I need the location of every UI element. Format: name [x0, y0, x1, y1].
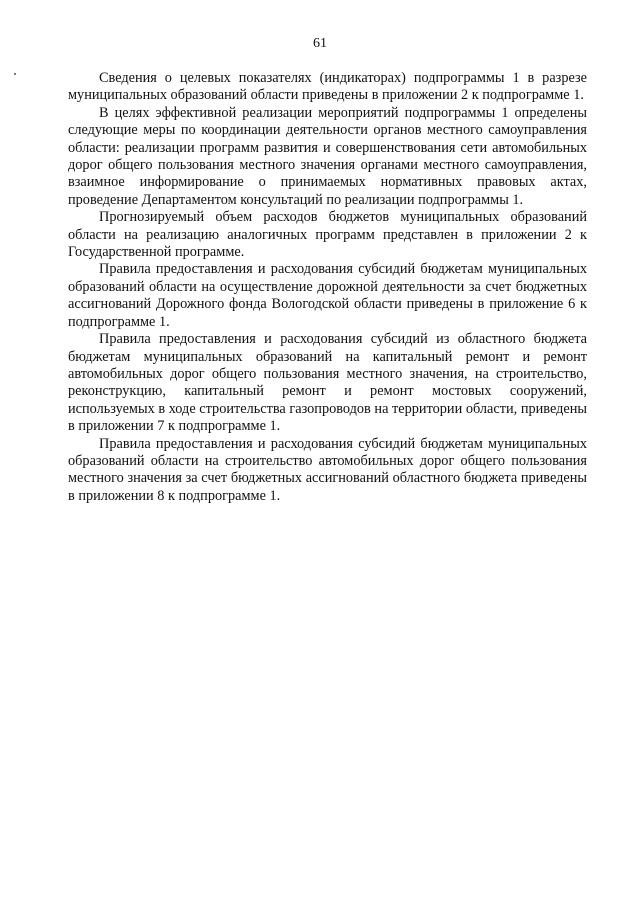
- paragraph-subsidy-rules-road-activity: Правила предоставления и расходования субсидий бюджетам муниципальных образований области на осуществление дорожной деятельности за счет бюджетных ассигнований Дорожного фонда Вологодской области приведены в приложение 6 к подпрограмме 1.: [68, 261, 587, 330]
- paragraph-subsidy-rules-construction: Правила предоставления и расходования субсидий бюджетам муниципальных образований области на строительство автомобильных дорог общего пользования местного значения за счет бюджетных ассигнований областного бюджета приведены в приложении 8 к подпрограмме 1.: [68, 435, 587, 504]
- paragraph-indicators: Сведения о целевых показателях (индикаторах) подпрограммы 1 в разрезе муниципальных образований области приведены в приложении 2 к подпрограмме 1.: [68, 70, 587, 104]
- body-text: [68, 70, 587, 505]
- scan-speck: [14, 73, 16, 75]
- paragraph-subsidy-rules-repair: Правила предоставления и расходования субсидий из областного бюджета бюджетам муниципальных образований на капитальный ремонт и ремонт автомобильных дорог общего пользования местного значения, на строительство, реконструкцию, капитальный ремонт и ремонт мостовых сооружений, используемых в ходе строительства газопроводов на территории области, приведены в приложении 7 к подпрограмме 1.: [68, 331, 587, 435]
- paragraph-coordination-measures: В целях эффективной реализации мероприятий подпрограммы 1 определены следующие меры по координации деятельности органов местного самоуправления области: реализации программ развития и совершенствования сети автомобильных дорог общего пользования местного значения органами местного самоуправления, взаимное информирование о принимаемых нормативных правовых актах, проведение Департаментом консультаций по реализации подпрограммы 1.: [68, 104, 587, 208]
- page-number: 61: [313, 36, 327, 51]
- paragraph-forecast-expenses: Прогнозируемый объем расходов бюджетов муниципальных образований области на реализацию аналогичных программ представлен в приложении 2 к Государственной программе.: [68, 209, 587, 261]
